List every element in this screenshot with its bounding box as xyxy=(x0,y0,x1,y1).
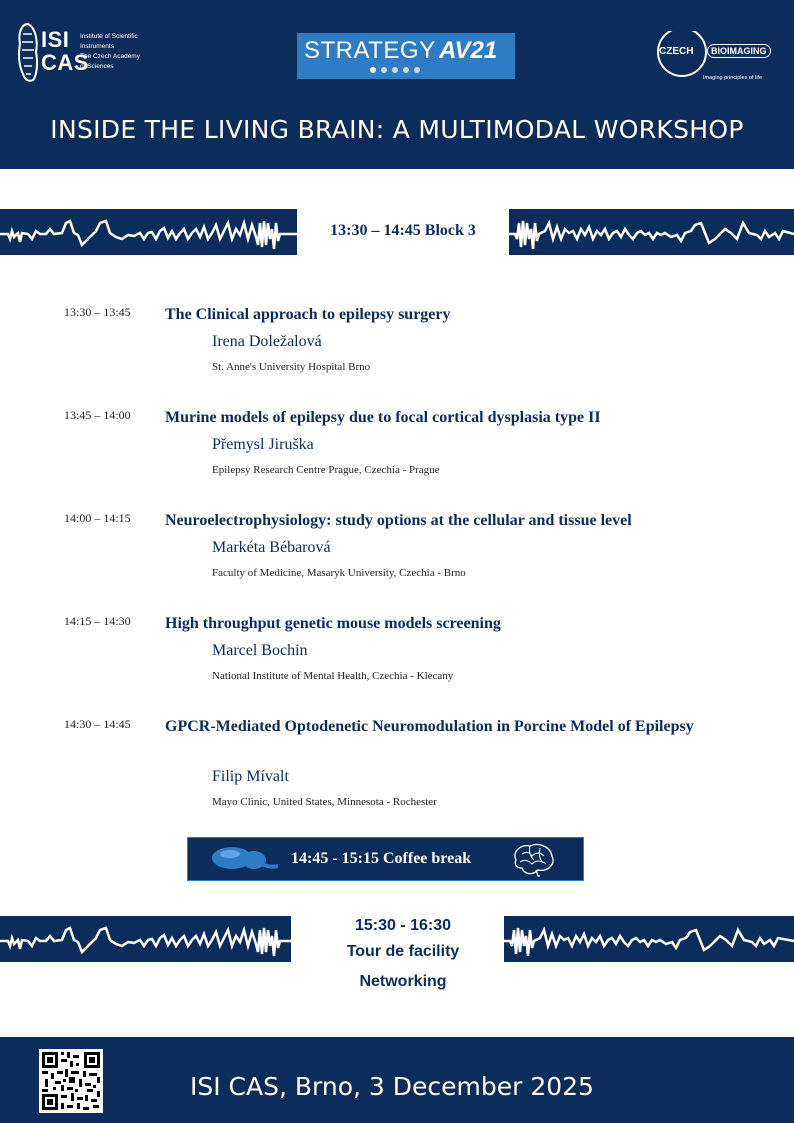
isi-cas-fullname: Institute of Scientific Instruments The Czech Academy of Sciences xyxy=(80,33,140,70)
talk-title: The Clinical approach to epilepsy surgery xyxy=(165,306,451,323)
talk-speaker: Filip Mívalt xyxy=(212,768,289,785)
talk-title: Neuroelectrophysiology: study options at the cellular and tissue level xyxy=(165,512,632,529)
isi-cas-logo xyxy=(17,22,167,84)
talk-affiliation: St. Anne's University Hospital Brno xyxy=(212,361,371,373)
ring-icon xyxy=(655,31,780,91)
talk-title: High throughput genetic mouse models screening xyxy=(165,615,501,632)
talk-affiliation: Faculty of Medicine, Masaryk University, Czechia - Brno xyxy=(212,567,466,579)
coffee-break-banner xyxy=(187,837,584,881)
footer-location-date: ISI CAS, Brno, 3 December 2025 xyxy=(190,1072,594,1101)
brain-logo-icon xyxy=(17,22,39,84)
tour-time: 15:30 - 16:30 xyxy=(354,917,452,934)
dots-icon xyxy=(369,66,429,74)
tour-facility: Tour de facility xyxy=(346,943,460,960)
brain-icon xyxy=(510,842,556,878)
talk-time: 14:00 – 14:15 xyxy=(64,511,131,525)
eeg-wave-right-2 xyxy=(504,916,794,962)
eeg-wave-left-1 xyxy=(0,209,297,255)
talk-title: GPCR-Mediated Optodenetic Neuromodulation in Porcine Model of Epilepsy xyxy=(165,718,694,735)
eeg-wave-right-1 xyxy=(509,209,794,255)
isi-cas-short: ISI CAS xyxy=(41,27,89,75)
coffee-break-label: 14:45 - 15:15 Coffee break xyxy=(291,850,472,867)
page-title: INSIDE THE LIVING BRAIN: A MULTIMODAL WORKSHOP xyxy=(50,115,744,144)
strategy-av21-logo: STRATEGY AV21 xyxy=(297,33,515,79)
footer-banner xyxy=(0,1037,794,1123)
talk-time: 13:30 – 13:45 xyxy=(64,305,131,319)
qr-code-icon[interactable] xyxy=(39,1049,103,1113)
talk-time: 14:30 – 14:45 xyxy=(64,717,131,731)
networking: Networking xyxy=(359,973,447,990)
talk-time: 13:45 – 14:00 xyxy=(64,408,131,422)
header-banner xyxy=(0,0,794,169)
mouse-brain-icon xyxy=(210,844,280,876)
talk-affiliation: Mayo Clinic, United States, Minnesota - Rochester xyxy=(212,796,437,808)
talk-time: 14:15 – 14:30 xyxy=(64,614,131,628)
talk-speaker: Přemysl Jiruška xyxy=(212,436,314,453)
talk-speaker: Markéta Bébarová xyxy=(212,539,331,556)
talk-speaker: Marcel Bochin xyxy=(212,642,308,659)
talk-affiliation: National Institute of Mental Health, Czechia - Klecany xyxy=(212,670,454,682)
talk-speaker: Irena Doležalová xyxy=(212,333,322,350)
czech-bioimaging-logo: CZECH BIOIMAGING Imaging principles of life xyxy=(655,31,780,91)
block-title: 13:30 – 14:45 Block 3 xyxy=(330,222,476,239)
talk-title: Murine models of epilepsy due to focal cortical dysplasia type II xyxy=(165,409,601,426)
talk-affiliation: Epilepsy Research Centre Prague, Czechia - Prague xyxy=(212,464,440,476)
eeg-wave-left-2 xyxy=(0,916,291,962)
